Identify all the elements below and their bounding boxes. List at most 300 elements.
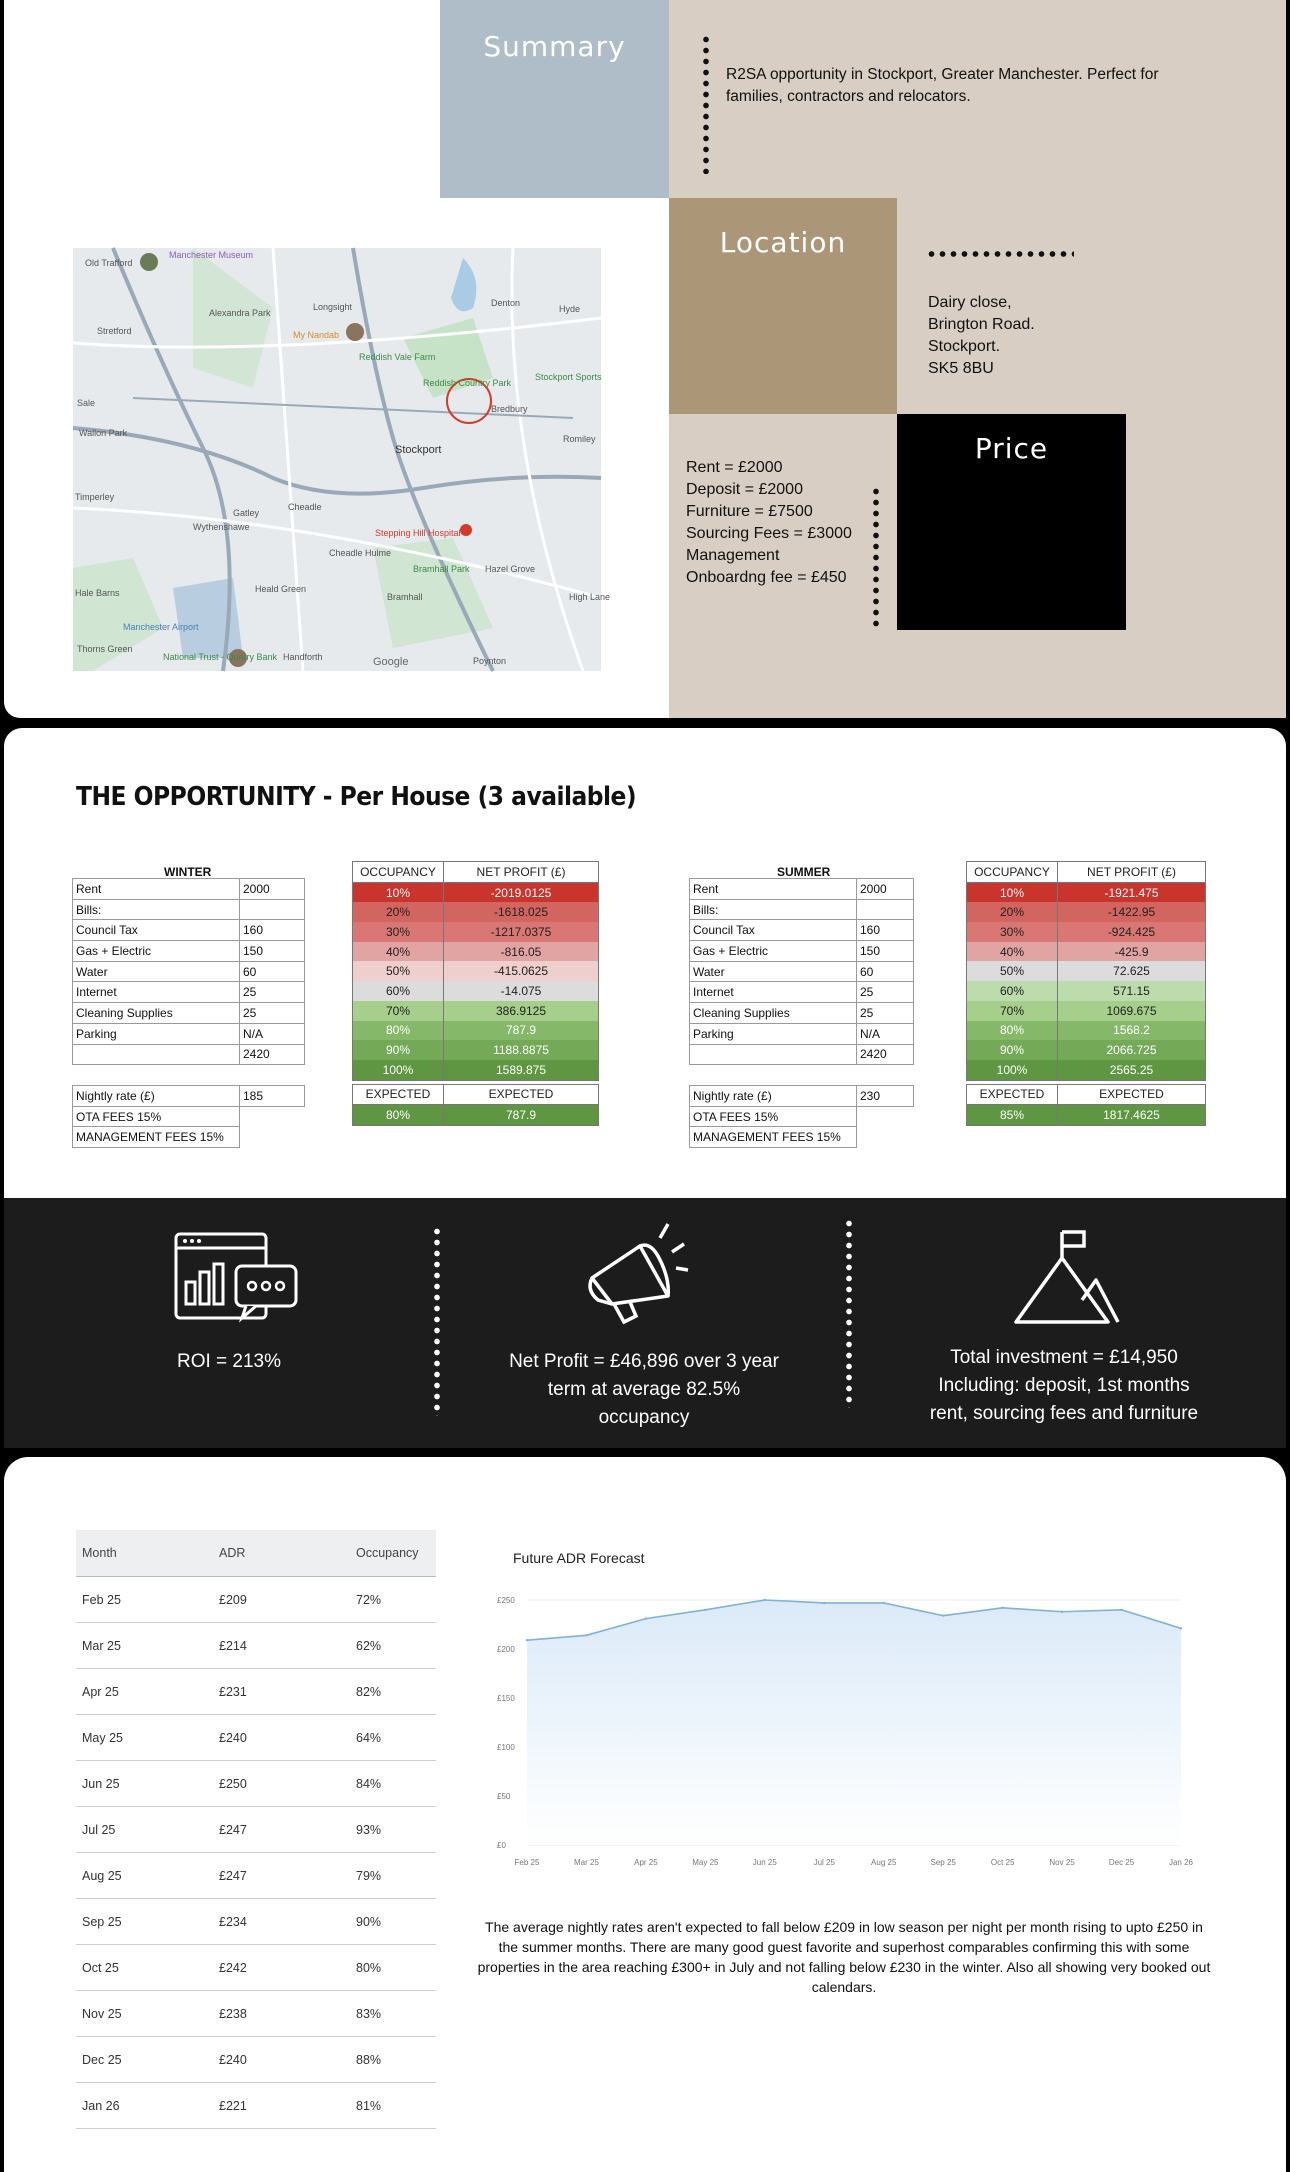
- occupancy-value: 10%: [353, 882, 444, 902]
- map-label: Stockport Sports: [535, 372, 602, 382]
- adr-row: [76, 1945, 436, 1991]
- net-profit-line: Net Profit = £46,896 over 3 year: [509, 1351, 779, 1372]
- occupancy-value: 40%: [967, 942, 1058, 962]
- cost-row: [73, 982, 305, 1003]
- price-title: Price: [974, 432, 1049, 465]
- expected-header-row: [967, 1084, 1206, 1105]
- chart-plot: [489, 1530, 1209, 1880]
- price-line: Rent = £2000: [686, 459, 783, 476]
- adr-adr: £250: [213, 1761, 350, 1807]
- data-point: [1120, 1609, 1122, 1611]
- cost-row: [690, 1023, 914, 1044]
- map-label: Heald Green: [255, 584, 307, 594]
- cost-value: 25: [240, 982, 305, 1003]
- y-tick-label: £150: [497, 1694, 515, 1703]
- data-point: [1061, 1611, 1063, 1613]
- investment-text: [894, 1344, 1234, 1428]
- occupancy-row: [353, 1040, 599, 1060]
- occupancy-value: 30%: [353, 922, 444, 942]
- investment-line: Including: deposit, 1st months: [938, 1375, 1190, 1396]
- map-label: Bramhall: [387, 592, 423, 602]
- adr-occupancy: 80%: [350, 1945, 436, 1991]
- adr-month: Dec 25: [76, 2037, 213, 2083]
- cost-item: Cleaning Supplies: [690, 1003, 857, 1024]
- occupancy-header-row: [353, 862, 599, 883]
- cost-item: Internet: [690, 982, 857, 1003]
- cost-row: [690, 941, 914, 962]
- map-label: Hyde: [559, 304, 581, 314]
- opportunity-title: THE OPPORTUNITY - Per House (3 available): [76, 782, 637, 812]
- address-line: Stockport.: [928, 338, 1001, 355]
- net-profit-line: occupancy: [598, 1407, 690, 1428]
- profit-value: 72.625: [1058, 961, 1206, 981]
- occupancy-row: [967, 942, 1206, 962]
- cost-item: Parking: [690, 1023, 857, 1044]
- occupancy-row: [967, 1040, 1206, 1060]
- x-tick-label: Mar 25: [574, 1858, 599, 1867]
- y-tick-label: £0: [497, 1841, 506, 1850]
- winter-occupancy-table: [352, 861, 599, 1126]
- location-map[interactable]: [73, 248, 611, 671]
- google-logo: Google: [373, 656, 409, 668]
- profit-value: -1422.95: [1058, 902, 1206, 922]
- x-tick-label: Sep 25: [930, 1858, 956, 1867]
- adr-header: Occupancy: [350, 1530, 436, 1577]
- occupancy-value: 50%: [967, 961, 1058, 981]
- occupancy-row: [353, 942, 599, 962]
- map-label: Stretford: [97, 326, 132, 336]
- profit-value: 386.9125: [444, 1001, 599, 1021]
- net-profit-text: [474, 1348, 814, 1432]
- location-block: [669, 198, 897, 414]
- adr-row: [76, 1899, 436, 1945]
- cost-value: 150: [240, 941, 305, 962]
- cost-value: 60: [240, 961, 305, 982]
- profit-value: -924.425: [1058, 922, 1206, 942]
- occupancy-row: [967, 981, 1206, 1001]
- cost-row: [73, 1023, 305, 1044]
- summary-text: R2SA opportunity in Stockport, Greater Manchester. Perfect for families, contractors and relocators.: [726, 66, 1159, 105]
- cost-item: Council Tax: [690, 920, 857, 941]
- expected-profit: 1817.4625: [1058, 1105, 1206, 1126]
- profit-header: NET PROFIT (£): [444, 862, 599, 883]
- occupancy-value: 100%: [967, 1060, 1058, 1080]
- summer-occupancy-table: [966, 861, 1206, 1126]
- map-label: Romiley: [563, 434, 596, 444]
- occupancy-header-row: [967, 862, 1206, 883]
- cost-item: Cleaning Supplies: [73, 1003, 240, 1024]
- profit-value: -1921.475: [1058, 882, 1206, 902]
- address-line: Dairy close,: [928, 294, 1012, 311]
- cost-value: N/A: [857, 1023, 914, 1044]
- cost-value: 60: [857, 961, 914, 982]
- data-point: [764, 1599, 766, 1601]
- map-label: Sale: [77, 398, 96, 408]
- area-fill: [527, 1600, 1181, 1845]
- adr-occupancy: 81%: [350, 2083, 436, 2129]
- expected-header-row: [353, 1084, 599, 1105]
- y-tick-label: £50: [497, 1792, 511, 1801]
- profit-value: -425.9: [1058, 942, 1206, 962]
- data-point: [704, 1609, 706, 1611]
- adr-occupancy: 83%: [350, 1991, 436, 2037]
- map-label: Poynton: [473, 656, 507, 666]
- winter-label: WINTER: [164, 865, 212, 879]
- adr-occupancy: 72%: [350, 1577, 436, 1623]
- cost-item: Rent: [73, 879, 240, 900]
- investment-line: rent, sourcing fees and furniture: [929, 1403, 1199, 1424]
- roi-text: ROI = 213%: [176, 1351, 282, 1372]
- map-label: My Nandab: [293, 330, 340, 340]
- occupancy-header: OCCUPANCY: [353, 862, 444, 883]
- profit-value: 2565.25: [1058, 1060, 1206, 1080]
- cost-value: 25: [857, 1003, 914, 1024]
- adr-header: Month: [76, 1530, 213, 1577]
- adr-month: Nov 25: [76, 1991, 213, 2037]
- adr-row: [76, 2037, 436, 2083]
- cost-item: Water: [690, 961, 857, 982]
- adr-occupancy: 93%: [350, 1807, 436, 1853]
- data-point: [823, 1602, 825, 1604]
- cost-row: [690, 1044, 914, 1065]
- map-label: Reddish Country Park: [423, 378, 512, 388]
- occupancy-header: OCCUPANCY: [967, 862, 1058, 883]
- occupancy-value: 80%: [353, 1021, 444, 1041]
- map-label: Wallon Park: [79, 428, 128, 438]
- adr-month: Aug 25: [76, 1853, 213, 1899]
- occupancy-value: 90%: [353, 1040, 444, 1060]
- y-tick-label: £250: [497, 1596, 515, 1605]
- cost-item: Parking: [73, 1023, 240, 1044]
- cost-row: [690, 961, 914, 982]
- mgmt-label: MANAGEMENT FEES 15%: [690, 1127, 857, 1148]
- occupancy-row: [353, 961, 599, 981]
- location-dots: [926, 251, 1074, 257]
- cost-row: [73, 899, 305, 920]
- cost-value: 25: [857, 982, 914, 1003]
- map-label: National Trust - Quarry Bank: [163, 652, 278, 662]
- data-point: [585, 1634, 587, 1636]
- adr-adr: £240: [213, 1715, 350, 1761]
- expected-header: EXPECTED: [967, 1084, 1058, 1105]
- location-address: [928, 292, 1035, 380]
- adr-month: Mar 25: [76, 1623, 213, 1669]
- cost-value: 25: [240, 1003, 305, 1024]
- adr-adr: £247: [213, 1807, 350, 1853]
- map-label: Stepping Hill Hospital: [375, 528, 461, 538]
- x-tick-label: Jun 25: [752, 1858, 777, 1867]
- investment-line: Total investment = £14,950: [950, 1347, 1178, 1368]
- address-line: SK5 8BU: [928, 360, 994, 377]
- price-line: Deposit = £2000: [686, 481, 803, 498]
- occupancy-value: 20%: [353, 902, 444, 922]
- nightly-label: Nightly rate (£): [73, 1086, 240, 1107]
- profit-value: -415.0625: [444, 961, 599, 981]
- address-line: Brington Road.: [928, 316, 1035, 333]
- profit-value: 2066.725: [1058, 1040, 1206, 1060]
- profit-value: -2019.0125: [444, 882, 599, 902]
- summer-fees-table: [689, 1085, 914, 1148]
- occupancy-value: 70%: [967, 1001, 1058, 1021]
- mgmt-label: MANAGEMENT FEES 15%: [73, 1127, 240, 1148]
- summer-label: SUMMER: [777, 865, 831, 879]
- adr-table: [76, 1530, 436, 2129]
- cost-row: [690, 899, 914, 920]
- x-tick-label: Nov 25: [1049, 1858, 1075, 1867]
- y-tick-label: £100: [497, 1743, 515, 1752]
- expected-header: EXPECTED: [444, 1084, 599, 1105]
- band-divider: [434, 1226, 440, 1416]
- price-line: Onboardng fee = £450: [686, 569, 847, 586]
- data-point: [883, 1602, 885, 1604]
- profit-value: 1568.2: [1058, 1021, 1206, 1041]
- band-divider: [846, 1218, 852, 1408]
- cost-row: [73, 941, 305, 962]
- adr-adr: £221: [213, 2083, 350, 2129]
- summary-dots: [703, 34, 709, 174]
- metrics-band: [4, 1198, 1286, 1448]
- profit-value: 1069.675: [1058, 1001, 1206, 1021]
- net-profit-line: term at average 82.5%: [547, 1379, 741, 1400]
- adr-row: [76, 1669, 436, 1715]
- x-tick-label: Feb 25: [514, 1858, 540, 1867]
- cost-value: [240, 899, 305, 920]
- adr-row: [76, 1853, 436, 1899]
- cost-item: Water: [73, 961, 240, 982]
- map-label: Hale Barns: [75, 588, 120, 598]
- nightly-value: 185: [240, 1086, 305, 1107]
- adr-adr: £238: [213, 1991, 350, 2037]
- adr-month: Sep 25: [76, 1899, 213, 1945]
- x-tick-label: Jan 26: [1168, 1858, 1194, 1867]
- adr-row: [76, 1715, 436, 1761]
- cost-row: [73, 961, 305, 982]
- adr-row: [76, 1991, 436, 2037]
- summer-costs-table: [689, 878, 914, 1065]
- occupancy-row: [353, 882, 599, 902]
- occupancy-value: 10%: [967, 882, 1058, 902]
- expected-row: [967, 1105, 1206, 1126]
- data-point: [645, 1617, 647, 1619]
- x-tick-label: Aug 25: [871, 1858, 897, 1867]
- price-lines: [686, 457, 852, 589]
- cost-row: [73, 1003, 305, 1024]
- data-point: [1180, 1627, 1182, 1629]
- cost-item: Rent: [690, 879, 857, 900]
- price-line: Management: [686, 547, 780, 564]
- adr-occupancy: 64%: [350, 1715, 436, 1761]
- profit-value: -14.075: [444, 981, 599, 1001]
- profit-value: -1618.025: [444, 902, 599, 922]
- location-title: Location: [719, 226, 847, 259]
- map-label: Denton: [491, 298, 521, 308]
- winter-fees-table: [72, 1085, 305, 1148]
- occupancy-row: [353, 922, 599, 942]
- adr-row: [76, 1577, 436, 1623]
- occupancy-row: [967, 961, 1206, 981]
- analytics-dashboard-icon: [172, 1230, 302, 1330]
- x-tick-label: Jul 25: [813, 1858, 835, 1867]
- price-dots: [873, 486, 879, 631]
- occupancy-row: [353, 1060, 599, 1080]
- cost-item: Council Tax: [73, 920, 240, 941]
- cost-row: [73, 879, 305, 900]
- cost-value: 150: [857, 941, 914, 962]
- ota-label: OTA FEES 15%: [73, 1106, 240, 1127]
- cost-value: 2420: [240, 1044, 305, 1065]
- winter-costs-table: [72, 878, 305, 1065]
- listing-panel: [4, 0, 1286, 718]
- cost-item: Bills:: [73, 899, 240, 920]
- cost-item: Gas + Electric: [690, 941, 857, 962]
- cost-row: [690, 1003, 914, 1024]
- occupancy-value: 60%: [353, 981, 444, 1001]
- occupancy-value: 100%: [353, 1060, 444, 1080]
- adr-occupancy: 82%: [350, 1669, 436, 1715]
- profit-value: 571.15: [1058, 981, 1206, 1001]
- occupancy-row: [353, 981, 599, 1001]
- map-label: Old Trafford: [85, 258, 133, 268]
- adr-row: [76, 1807, 436, 1853]
- data-point: [942, 1614, 944, 1616]
- map-label: Thorns Green: [77, 644, 133, 654]
- map-label: Cheadle: [288, 502, 322, 512]
- occupancy-row: [967, 922, 1206, 942]
- map-label: Manchester Museum: [169, 250, 254, 260]
- adr-occupancy: 90%: [350, 1899, 436, 1945]
- mountain-flag-icon: [1012, 1228, 1122, 1328]
- profit-value: -816.05: [444, 942, 599, 962]
- adr-month: Jan 26: [76, 2083, 213, 2129]
- map-label: Longsight: [313, 302, 353, 312]
- cost-value: 2000: [240, 879, 305, 900]
- cost-value: 160: [857, 920, 914, 941]
- cost-row: [690, 982, 914, 1003]
- adr-forecast-chart: [489, 1530, 1209, 1880]
- ota-label: OTA FEES 15%: [690, 1106, 857, 1127]
- profit-header: NET PROFIT (£): [1058, 862, 1206, 883]
- y-tick-label: £200: [497, 1645, 515, 1654]
- adr-month: Jul 25: [76, 1807, 213, 1853]
- adr-adr: £209: [213, 1577, 350, 1623]
- cost-value: N/A: [240, 1023, 305, 1044]
- cost-value: [857, 899, 914, 920]
- cost-value: 2420: [857, 1044, 914, 1065]
- expected-row: [353, 1105, 599, 1126]
- occupancy-row: [353, 902, 599, 922]
- adr-occupancy: 79%: [350, 1853, 436, 1899]
- map-label: Cheadle Hulme: [329, 548, 392, 558]
- x-tick-label: Apr 25: [634, 1858, 658, 1867]
- forecast-panel: [4, 1457, 1286, 2172]
- adr-adr: £247: [213, 1853, 350, 1899]
- adr-adr: £231: [213, 1669, 350, 1715]
- adr-month: Feb 25: [76, 1577, 213, 1623]
- adr-month: May 25: [76, 1715, 213, 1761]
- occupancy-row: [967, 882, 1206, 902]
- map-label: High Lane: [569, 592, 611, 602]
- adr-row: [76, 1623, 436, 1669]
- adr-occupancy: 88%: [350, 2037, 436, 2083]
- expected-occupancy: 85%: [967, 1105, 1058, 1126]
- adr-occupancy: 62%: [350, 1623, 436, 1669]
- adr-row: [76, 1761, 436, 1807]
- occupancy-value: 20%: [967, 902, 1058, 922]
- occupancy-value: 70%: [353, 1001, 444, 1021]
- adr-occupancy: 84%: [350, 1761, 436, 1807]
- expected-header: EXPECTED: [1058, 1084, 1206, 1105]
- map-label: Bramhall Park: [413, 564, 470, 574]
- profit-value: 1188.8875: [444, 1040, 599, 1060]
- adr-month: Apr 25: [76, 1669, 213, 1715]
- nightly-value: 230: [857, 1086, 914, 1107]
- expected-profit: 787.9: [444, 1105, 599, 1126]
- cost-item: Bills:: [690, 899, 857, 920]
- summary-title: Summary: [483, 30, 626, 63]
- occupancy-row: [353, 1021, 599, 1041]
- profit-value: -1217.0375: [444, 922, 599, 942]
- occupancy-row: [967, 902, 1206, 922]
- cost-value: 160: [240, 920, 305, 941]
- adr-row: [76, 2083, 436, 2129]
- cost-row: [690, 879, 914, 900]
- occupancy-row: [353, 1001, 599, 1021]
- occupancy-value: 30%: [967, 922, 1058, 942]
- price-line: Sourcing Fees = £3000: [686, 525, 852, 542]
- profit-value: 787.9: [444, 1021, 599, 1041]
- cost-item: [690, 1044, 857, 1065]
- map-label: Reddish Vale Farm: [359, 352, 436, 362]
- adr-month: Oct 25: [76, 1945, 213, 1991]
- adr-header: ADR: [213, 1530, 350, 1577]
- cost-item: Gas + Electric: [73, 941, 240, 962]
- occupancy-value: 80%: [967, 1021, 1058, 1041]
- megaphone-icon: [584, 1216, 704, 1326]
- map-label: Wythenshawe: [193, 522, 250, 532]
- occupancy-row: [967, 1060, 1206, 1080]
- map-label: Hazel Grove: [485, 564, 536, 574]
- map-label: Stockport: [395, 444, 442, 456]
- data-point: [1001, 1607, 1003, 1609]
- profit-value: 1589.875: [444, 1060, 599, 1080]
- adr-adr: £234: [213, 1899, 350, 1945]
- map-label: Manchester Airport: [123, 622, 199, 632]
- map-label: Handforth: [283, 652, 323, 662]
- cost-row: [73, 1044, 305, 1065]
- nightly-label: Nightly rate (£): [690, 1086, 857, 1107]
- expected-header: EXPECTED: [353, 1084, 444, 1105]
- cost-item: Internet: [73, 982, 240, 1003]
- map-label: Timperley: [75, 492, 115, 502]
- price-line: Furniture = £7500: [686, 503, 813, 520]
- cost-item: [73, 1044, 240, 1065]
- adr-adr: £242: [213, 1945, 350, 1991]
- occupancy-value: 40%: [353, 942, 444, 962]
- expected-occupancy: 80%: [353, 1105, 444, 1126]
- map-label: Alexandra Park: [209, 308, 271, 318]
- cost-value: 2000: [857, 879, 914, 900]
- map-label: Gatley: [233, 508, 260, 518]
- occupancy-row: [967, 1001, 1206, 1021]
- cost-row: [73, 920, 305, 941]
- adr-month: Jun 25: [76, 1761, 213, 1807]
- occupancy-value: 60%: [967, 981, 1058, 1001]
- occupancy-value: 50%: [353, 961, 444, 981]
- map-label: Bredbury: [491, 404, 528, 414]
- summary-block: [440, 0, 669, 198]
- forecast-note: The average nightly rates aren't expected to fall below £209 in low season per night per month rising to upto £250 in the summer months. There are many good guest favorite and superhost comparables confirming this with some properties in the area reaching £300+ in July and not falling below £230 in the winter. Also all showing very booked out calendars.: [477, 1919, 1211, 1995]
- price-block: [897, 414, 1126, 630]
